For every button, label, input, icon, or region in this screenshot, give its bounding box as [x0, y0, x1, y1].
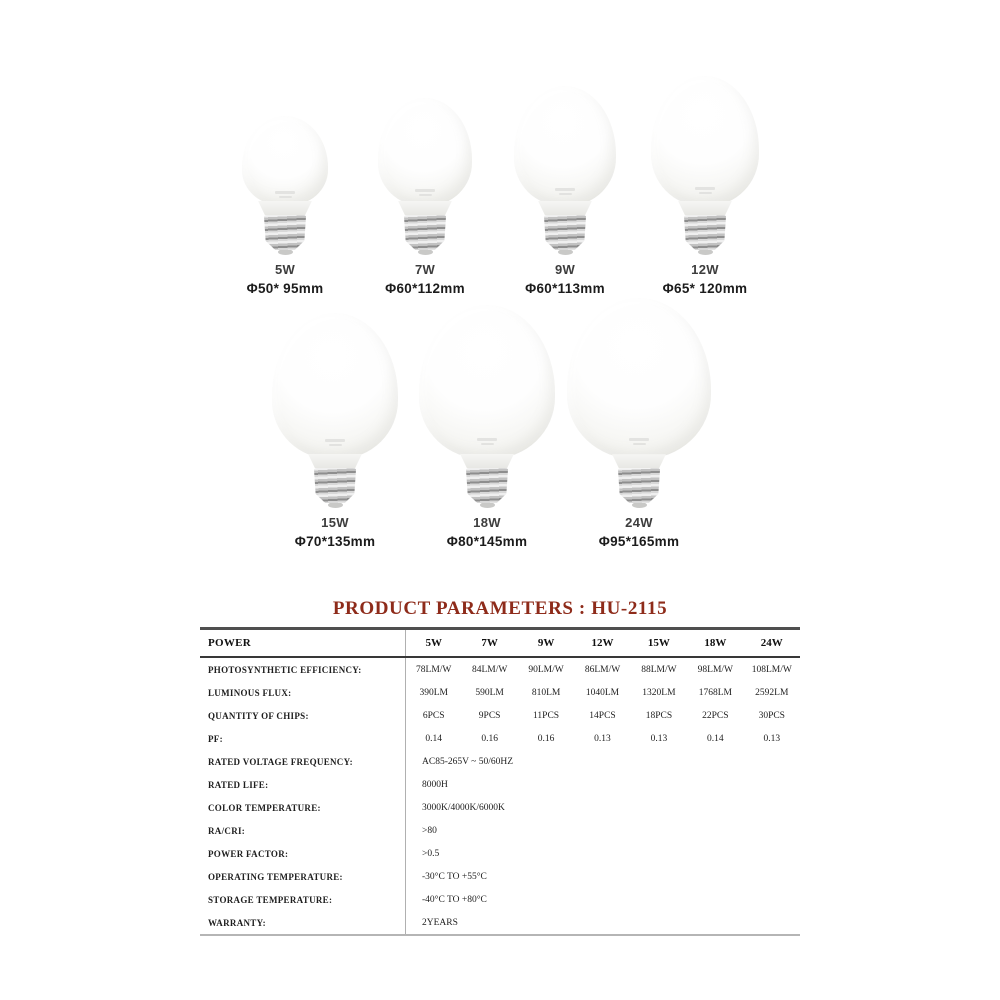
table-row-luminous-flux: [200, 681, 800, 704]
row-value: 390LM: [405, 681, 461, 704]
row-value: AC85-265V ~ 50/60HZ: [405, 750, 800, 773]
row-value: 590LM: [475, 687, 504, 698]
brand-mark: [695, 187, 715, 194]
bulb-screw-base: [465, 468, 509, 503]
bulb-screw-base: [263, 215, 307, 250]
row-label: COLOR TEMPERATURE:: [208, 802, 321, 813]
brand-mark: [555, 188, 575, 195]
bulb-item-15w: [259, 298, 411, 549]
brand-mark: [275, 191, 295, 198]
bulb-wattage-label: 24W: [625, 515, 653, 530]
table-header-row: [200, 630, 800, 658]
row-label: QUANTITY OF CHIPS:: [208, 710, 309, 721]
row-label: RATED VOLTAGE FREQUENCY:: [208, 756, 353, 767]
bulb-glass: [419, 305, 555, 459]
bulb-dimensions-label: Φ70*135mm: [294, 534, 376, 549]
row-value: 0.14: [707, 733, 724, 744]
row-value: 11PCS: [533, 710, 560, 721]
row-value: >80: [405, 819, 800, 842]
row-value: 0.13: [763, 733, 781, 744]
bulb-item-12w: [635, 70, 775, 296]
bulb-image: [272, 298, 398, 508]
row-value: 14PCS: [589, 710, 616, 721]
bulb-row-bottom: [259, 298, 715, 549]
bulb-image: [567, 298, 711, 508]
header-col: 12W: [591, 637, 614, 649]
bulb-glass: [514, 86, 616, 206]
header-col: 15W: [647, 637, 670, 649]
bulb-dimensions-label: Φ60*112mm: [385, 281, 465, 296]
header-power: POWER: [208, 637, 252, 649]
row-value: 84LM/W: [471, 664, 508, 675]
bulb-image: [378, 70, 472, 255]
row-value: 2592LM: [755, 687, 789, 698]
bulb-image: [242, 70, 328, 255]
table-row-warranty: [200, 911, 800, 934]
bulb-wattage-label: 9W: [554, 262, 576, 277]
row-value: 98LM/W: [697, 664, 734, 675]
row-value: 22PCS: [702, 710, 729, 721]
bulb-image: [419, 298, 555, 508]
row-value: 18PCS: [645, 710, 673, 721]
table-row-operating-temperature: [200, 865, 800, 888]
bulb-wattage-label: 5W: [274, 262, 296, 277]
row-label: LUMINOUS FLUX:: [208, 687, 292, 698]
bulb-glass: [378, 98, 472, 206]
row-value: 1040LM: [585, 687, 620, 698]
bulb-wattage-label: 18W: [473, 515, 501, 530]
brand-mark: [629, 438, 649, 445]
parameters-table: [200, 627, 800, 936]
row-value: 0.16: [481, 733, 498, 744]
bulb-item-18w: [411, 298, 563, 549]
bulb-image: [651, 70, 759, 255]
row-label: RATED LIFE:: [208, 779, 269, 790]
bulb-screw-base: [313, 468, 357, 503]
row-label: PHOTOSYNTHETIC EFFICIENCY:: [208, 664, 362, 675]
bulb-item-24w: [563, 298, 715, 549]
table-row-efficiency: [200, 658, 800, 681]
row-value: 1320LM: [642, 687, 676, 698]
table-row-chips: [200, 704, 800, 727]
row-value: 30PCS: [758, 710, 785, 721]
row-value: 78LM/W: [405, 658, 461, 681]
brand-mark: [477, 438, 497, 445]
row-label: RA/CRI:: [208, 825, 246, 836]
bulb-neck: [677, 201, 733, 215]
parameters-title: PRODUCT PARAMETERS : HU-2115: [332, 598, 668, 619]
bulb-neck: [459, 454, 515, 468]
table-row-cri: [200, 819, 800, 842]
bulb-item-9w: [495, 70, 635, 296]
row-value: >0.5: [405, 842, 800, 865]
row-value: 0.13: [594, 733, 611, 744]
bulb-neck: [307, 454, 363, 468]
table-row-color-temperature: [200, 796, 800, 819]
row-value: 0.16: [537, 733, 555, 744]
bulb-dimensions-label: Φ80*145mm: [446, 534, 528, 549]
bulb-wattage-label: 15W: [321, 515, 349, 530]
table-row-storage-temperature: [200, 888, 800, 911]
table-row-power-factor: [200, 842, 800, 865]
bulb-neck: [537, 201, 593, 215]
bulb-screw-base: [617, 468, 661, 503]
row-value: 8000H: [405, 773, 800, 796]
product-parameters-section: [200, 598, 800, 936]
bulb-glass: [272, 313, 398, 459]
row-value: 88LM/W: [641, 664, 677, 675]
bulb-neck: [257, 201, 313, 215]
bulb-dimensions-label: Φ95*165mm: [598, 534, 680, 549]
bulb-item-7w: [355, 70, 495, 296]
bulb-glass: [651, 76, 759, 206]
bulb-dimensions-label: Φ50* 95mm: [246, 281, 324, 296]
row-label: POWER FACTOR:: [208, 848, 289, 859]
row-value: 108LM/W: [751, 664, 792, 675]
bulb-glass: [567, 298, 711, 459]
header-col: 18W: [704, 637, 727, 649]
brand-mark: [415, 189, 435, 196]
row-value: 1768LM: [698, 687, 732, 698]
row-label: WARRANTY:: [208, 917, 266, 928]
table-row-rated-life: [200, 773, 800, 796]
bulb-screw-base: [403, 215, 447, 250]
row-value: -40°C TO +80°C: [405, 888, 800, 911]
header-col: 7W: [481, 637, 498, 649]
bulb-neck: [397, 201, 453, 215]
brand-mark: [325, 439, 345, 446]
row-value: 6PCS: [405, 704, 461, 727]
bulb-neck: [611, 454, 667, 468]
bulb-dimensions-label: Φ60*113mm: [525, 281, 605, 296]
row-value: 90LM/W: [528, 664, 564, 675]
header-col: 24W: [760, 637, 783, 649]
row-value: 86LM/W: [584, 664, 621, 675]
row-label: OPERATING TEMPERATURE:: [208, 871, 343, 882]
row-label: STORAGE TEMPERATURE:: [208, 894, 333, 905]
row-value: 9PCS: [478, 710, 501, 721]
header-col: 5W: [405, 630, 461, 656]
bulb-dimensions-label: Φ65* 120mm: [662, 281, 748, 296]
row-value: 3000K/4000K/6000K: [405, 796, 800, 819]
bulb-wattage-label: 12W: [691, 262, 719, 277]
bulb-row-top: [215, 70, 775, 296]
row-value: -30°C TO +55°C: [405, 865, 800, 888]
row-label: PF:: [208, 733, 223, 744]
bulb-screw-base: [543, 215, 587, 250]
row-value: 2YEARS: [405, 911, 800, 934]
header-col: 9W: [537, 637, 555, 649]
row-value: 810LM: [531, 687, 561, 698]
row-value: 0.14: [405, 727, 461, 750]
bulb-item-5w: [215, 70, 355, 296]
table-row-voltage: [200, 750, 800, 773]
bulb-glass: [242, 116, 328, 206]
table-row-pf: [200, 727, 800, 750]
row-value: 0.13: [650, 733, 668, 744]
bulb-wattage-label: 7W: [414, 262, 436, 277]
bulb-image: [514, 70, 616, 255]
bulb-screw-base: [683, 215, 727, 250]
